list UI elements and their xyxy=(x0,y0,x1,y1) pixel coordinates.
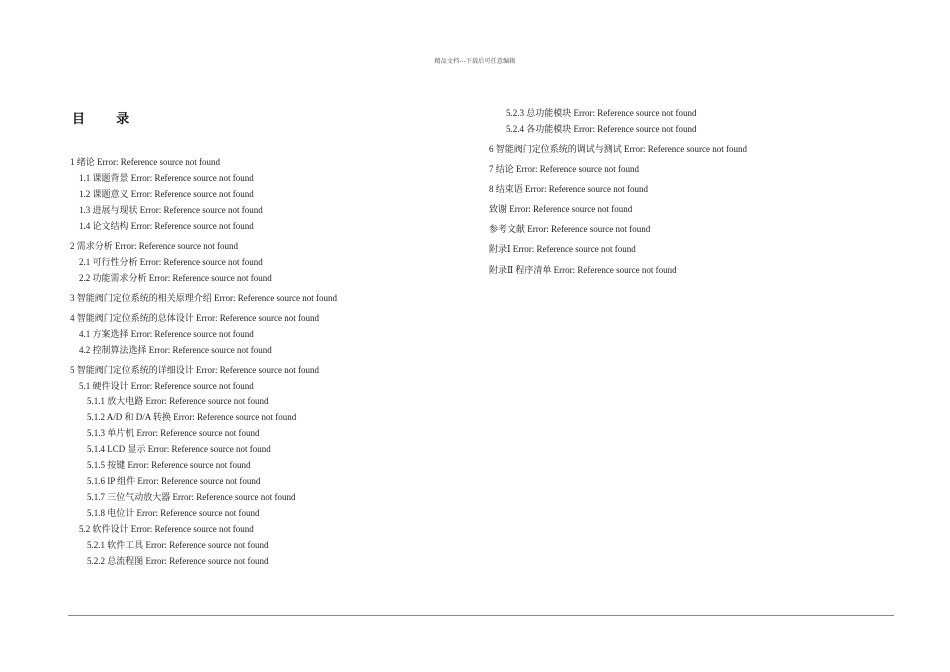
toc-entry[interactable]: 5 智能阀门定位系统的详细设计 Error: Reference source not found xyxy=(70,364,319,375)
footer-divider xyxy=(68,615,894,616)
toc-entry[interactable]: 5.1.3 单片机 Error: Reference source not found xyxy=(87,428,260,439)
toc-entry[interactable]: 1.2 课题意义 Error: Reference source not found xyxy=(79,188,254,199)
toc-entry[interactable]: 参考文献 Error: Reference source not found xyxy=(489,224,651,235)
toc-entry[interactable]: 5.1.1 放大电路 Error: Reference source not found xyxy=(87,396,269,407)
toc-entry[interactable]: 7 结论 Error: Reference source not found xyxy=(489,164,639,175)
toc-column-left xyxy=(70,155,470,569)
toc-entry[interactable]: 1.4 论文结构 Error: Reference source not found xyxy=(79,220,254,231)
toc-entry[interactable]: 1.3 进展与现状 Error: Reference source not found xyxy=(79,204,263,215)
toc-entry[interactable]: 1 绪论 Error: Reference source not found xyxy=(70,157,220,167)
toc-entry[interactable]: 3 智能阀门定位系统的相关原理介绍 Error: Reference source not found xyxy=(70,292,337,303)
toc-entry[interactable]: 5.2.4 各功能模块 Error: Reference source not found xyxy=(506,123,697,134)
toc-entry[interactable]: 4 智能阀门定位系统的总体设计 Error: Reference source not found xyxy=(70,312,319,323)
toc-entry[interactable]: 5.1 硬件设计 Error: Reference source not found xyxy=(79,380,254,391)
toc-entry[interactable]: 5.1.4 LCD 显示 Error: Reference source not found xyxy=(87,444,271,455)
toc-entry[interactable]: 4.2 控制算法选择 Error: Reference source not found xyxy=(79,344,272,355)
toc-entry[interactable]: 5.1.7 三位气动放大器 Error: Reference source not found xyxy=(87,491,296,502)
page-header: 精品文档---下载后可任意编辑 xyxy=(434,59,516,65)
toc-column-right xyxy=(489,106,889,278)
toc-entry[interactable]: 5.2.2 总流程图 Error: Reference source not found xyxy=(87,555,269,566)
toc-entry[interactable]: 5.1.8 电位计 Error: Reference source not found xyxy=(87,507,260,518)
toc-entry[interactable]: 2 需求分析 Error: Reference source not found xyxy=(70,240,238,251)
toc-entry[interactable]: 5.2.1 软件工具 Error: Reference source not found xyxy=(87,539,269,550)
toc-entry[interactable]: 5.1.5 按键 Error: Reference source not found xyxy=(87,460,251,471)
toc-entry[interactable]: 致谢 Error: Reference source not found xyxy=(489,204,633,215)
toc-entry[interactable]: 1.1 课题背景 Error: Reference source not found xyxy=(79,172,254,183)
toc-entry[interactable]: 附录Ⅱ 程序清单 Error: Reference source not found xyxy=(489,264,677,275)
toc-entry[interactable]: 5.1.2 A/D 和 D/A 转换 Error: Reference source not found xyxy=(87,412,297,423)
toc-entry[interactable]: 5.2.3 总功能模块 Error: Reference source not found xyxy=(506,108,697,118)
toc-title: 目 录 xyxy=(72,111,144,126)
toc-entry[interactable]: 附录Ⅰ Error: Reference source not found xyxy=(489,244,636,255)
toc-entry[interactable]: 5.2 软件设计 Error: Reference source not found xyxy=(79,523,254,534)
toc-entry[interactable]: 4.1 方案选择 Error: Reference source not found xyxy=(79,328,254,339)
toc-entry[interactable]: 2.1 可行性分析 Error: Reference source not found xyxy=(79,256,263,267)
toc-entry[interactable]: 2.2 功能需求分析 Error: Reference source not found xyxy=(79,272,272,283)
toc-entry[interactable]: 8 结束语 Error: Reference source not found xyxy=(489,184,648,195)
toc-entry[interactable]: 6 智能阀门定位系统的调试与测试 Error: Reference source not found xyxy=(489,144,747,154)
toc-entry[interactable]: 5.1.6 IP 组件 Error: Reference source not found xyxy=(87,475,261,486)
